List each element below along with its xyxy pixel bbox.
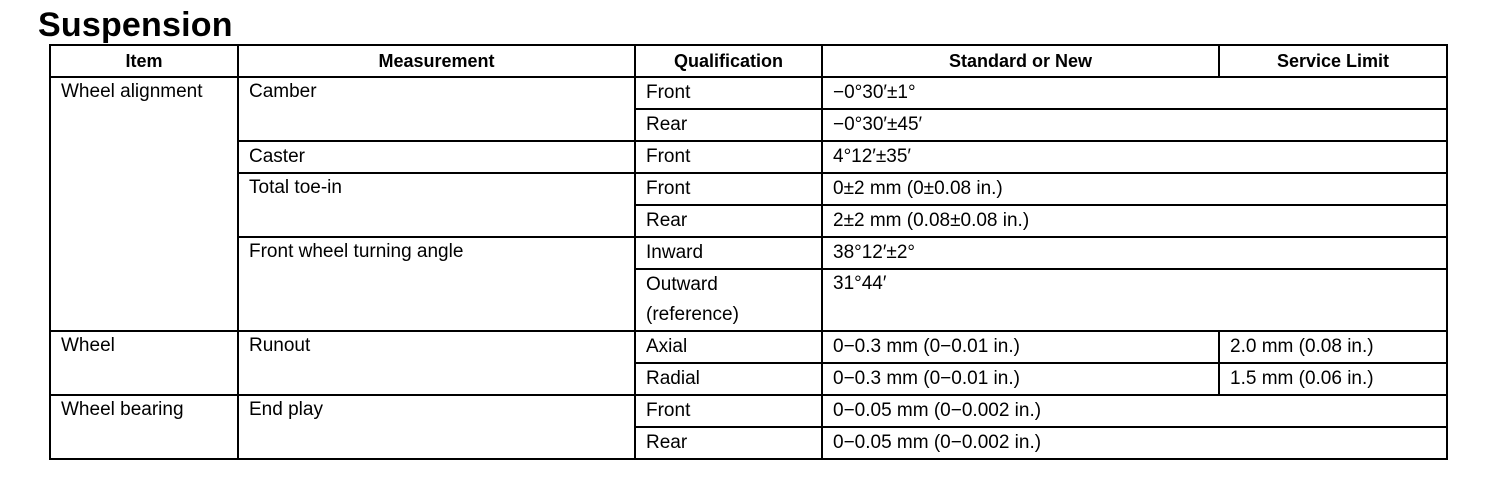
- standard-cell: −0°30′±1°: [822, 77, 1447, 109]
- qualification-cell: Front: [635, 173, 822, 205]
- standard-cell: 0±2 mm (0±0.08 in.): [822, 173, 1447, 205]
- standard-cell: 2±2 mm (0.08±0.08 in.): [822, 205, 1447, 237]
- table-header-row: [50, 45, 1447, 77]
- header-service-limit: Service Limit: [1219, 45, 1447, 77]
- table-row: [50, 77, 1447, 109]
- standard-cell: 0−0.05 mm (0−0.002 in.): [822, 427, 1447, 459]
- qualification-cell: Inward: [635, 237, 822, 269]
- qualification-cell: Front: [635, 77, 822, 109]
- standard-cell: 31°44′: [822, 269, 1447, 331]
- measurement-cell: Runout: [238, 331, 635, 395]
- qualification-cell: Front: [635, 395, 822, 427]
- table-row: [50, 141, 1447, 173]
- standard-cell: 0−0.3 mm (0−0.01 in.): [822, 363, 1219, 395]
- measurement-cell: Total toe-in: [238, 173, 635, 237]
- header-qualification: Qualification: [635, 45, 822, 77]
- service-limit-cell: 2.0 mm (0.08 in.): [1219, 331, 1447, 363]
- item-cell: Wheel: [50, 331, 238, 395]
- qualification-cell: Rear: [635, 427, 822, 459]
- table-row: [50, 331, 1447, 363]
- qualification-cell: Outward: [635, 269, 822, 300]
- standard-cell: 4°12′±35′: [822, 141, 1447, 173]
- qualification-cell: (reference): [635, 300, 822, 331]
- standard-cell: 38°12′±2°: [822, 237, 1447, 269]
- table-row: [50, 395, 1447, 427]
- header-item: Item: [50, 45, 238, 77]
- measurement-cell: Camber: [238, 77, 635, 141]
- standard-cell: 0−0.05 mm (0−0.002 in.): [822, 395, 1447, 427]
- header-measurement: Measurement: [238, 45, 635, 77]
- item-cell: Wheel bearing: [50, 395, 238, 459]
- header-standard: Standard or New: [822, 45, 1219, 77]
- page-title: Suspension: [38, 6, 233, 44]
- measurement-cell: Front wheel turning angle: [238, 237, 635, 331]
- qualification-cell: Rear: [635, 109, 822, 141]
- suspension-spec-table: [49, 44, 1448, 460]
- qualification-cell: Axial: [635, 331, 822, 363]
- qualification-cell: Rear: [635, 205, 822, 237]
- service-limit-cell: 1.5 mm (0.06 in.): [1219, 363, 1447, 395]
- qualification-cell: Radial: [635, 363, 822, 395]
- measurement-cell: End play: [238, 395, 635, 459]
- standard-cell: −0°30′±45′: [822, 109, 1447, 141]
- qualification-cell: Front: [635, 141, 822, 173]
- table-row: [50, 237, 1447, 269]
- standard-cell: 0−0.3 mm (0−0.01 in.): [822, 331, 1219, 363]
- table-row: [50, 173, 1447, 205]
- measurement-cell: Caster: [238, 141, 635, 173]
- item-cell: Wheel alignment: [50, 77, 238, 331]
